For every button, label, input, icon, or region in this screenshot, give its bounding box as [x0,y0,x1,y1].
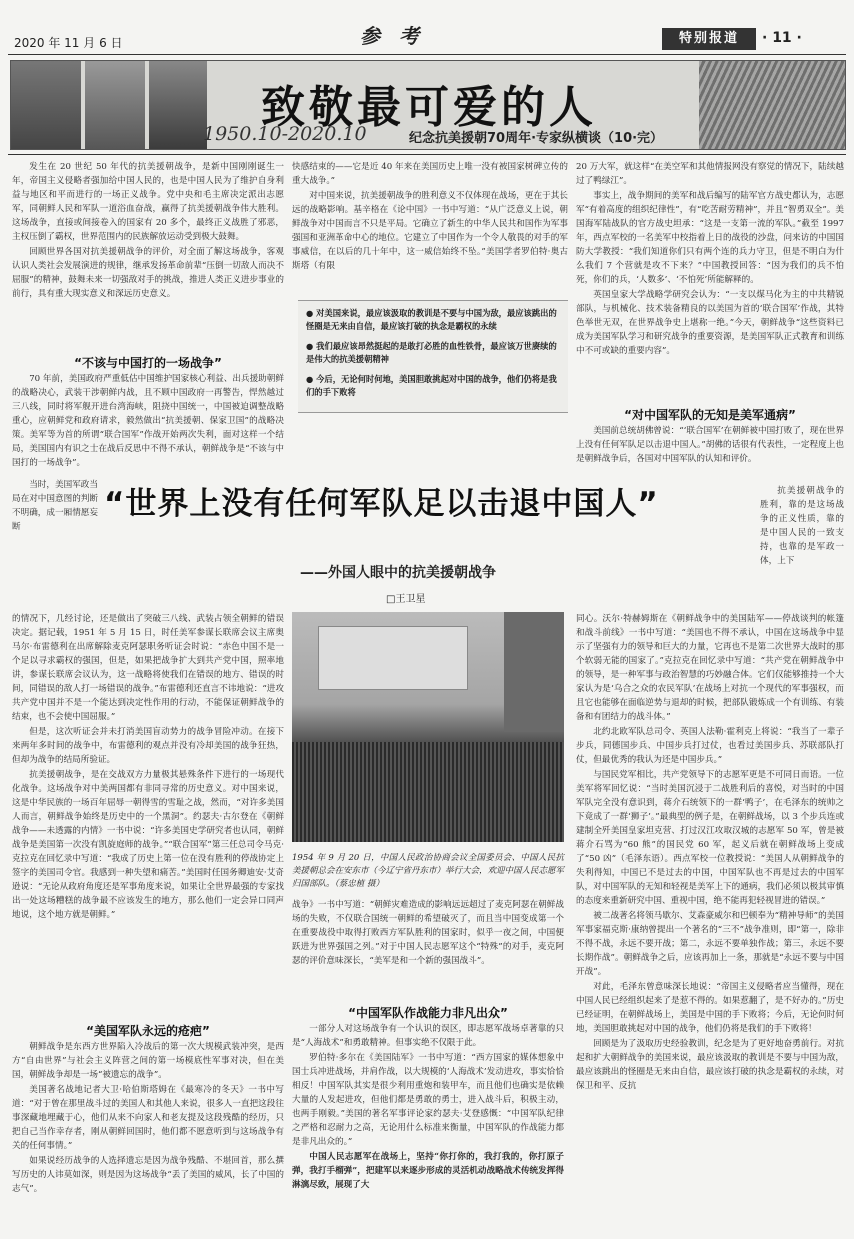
main-headline: “世界上没有任何军队足以击退中国人” [104,486,659,522]
main-subheadline: ——外国人眼中的抗美援朝战争 [300,565,496,581]
paragraph: 战争》一书中写道：“朝鲜灾难造成的影响远远超过了麦克阿瑟在朝鲜战场的失败，不仅联合国统一朝鲜的希望破灭了，而且当中国变成第一个在重要战役中取得打败西方军队胜利的国家时，似乎一夜之间，中国便跃进为世界强国之列。”对于中国人民志愿军这个“特殊”的对手，麦克阿瑟的评价意味深长，“美军是和一个新的强国战斗”。 [292,900,564,966]
author-byline: □王卫星 [386,594,426,605]
article-column-2-intro [292,160,568,298]
building-facade [318,626,468,690]
paragraph: 抗美援朝战争的胜利，靠的是这场战争的正义性质，靠的是中国人民的一致支持，也靠的是军政一体，上下 [760,486,844,566]
paragraph: 事实上，战争期间的美军和战后编写的陆军官方战史都认为，志愿军“有着高度的组织纪律性”，有“吃苦耐劳精神”，并且“智勇双全”。美国海军陆战队的官方战史坦承：“这是一支第一流的军队。”截至 1997 年，西点军校的一名美军中校指着上日的战役的沙盘，问来访的中国国防大学教授：“我们知道你们只有两个连的兵力守卫，但是不明白为什么我们 7 个营就是攻不下来？”中国教授回答：“因为我们的兵不怕死，你们的兵，‘人数多’、‘不怕死’所能解释的。 [576,191,844,285]
paragraph: 发生在 20 世纪 50 年代的抗美援朝战争，是新中国刚刚诞生一年，帝国主义侵略者强加给中国人民的，也是中国人民为了维护自身利益与地区和平而进行的一场正义战争。党中央和毛主席决定派出志愿军，同朝鲜人民和军队一道浴血奋战，赢得了抗美援朝战争伟大胜利。这场战争，直接或间接卷入的国家有 20 多个，最终正义战胜了邪恶，主权压倒了霸权，世界范围内的民族解放运动受到极大鼓舞。 [12,162,284,242]
paragraph: 中国人民志愿军在战场上，坚持“你打你的，我打我的，你打原子弹，我打手榴弹”，把建军以来逐步形成的灵活机动战略战术传统发挥得淋漓尽致，展现了大 [292,1152,564,1190]
paragraph: 与国民党军相比，共产党领导下的志愿军更是不可同日而语。一位美军将军回忆说：“当时美国沉浸于二战胜利后的喜悦，对当时的中国军队完全没有意识到，蒋介石统领下的一群‘鸭子’，在毛泽东的统帅之下竟成了一群‘狮子’。”最典型的例子是，在朝鲜战场，以 3 个步兵连或建制全歼美国皇家坦克营、打过汉江攻取汉城的志愿军 50 军，曾是被蒋介石骂为“60 熊”的国民党 60 军，起义后就在朝鲜战场上变成了“50 凶”（毛泽东语）。西点军校一位教授说：“美国人从朝鲜战争的失利得知，中国已不是过去的中国，中国军队也不再是过去的中国军队，对中国军队的无知和轻视是美军上下的通病，我们必须以极其审慎的态度来重新研究中国、重视中国，绝不能再犯轻视冒进的错误。” [576,770,844,906]
article-column-1-section1 [12,372,284,476]
paragraph: 70 年前，美国政府严重低估中国维护国家核心利益、出兵援助朝鲜的战略决心，武装干涉朝鲜内战，且不顾中国政府一再警告，悍然越过三八线，同时将军舰开进台湾海峡，阻挠中国统一，中国被迫调整战略重心，应朝鲜党和政府请求，毅然做出“抗美援朝、保家卫国”的战略决策。美军等为首的所谓“联合国军”作战开始两次失利，面对这样一个结局，美国国内有识之士在战后反思中不得不承认，朝鲜战争是“不该与中国打的一场战争”。 [12,374,284,468]
article-column-2-lower [292,898,564,998]
crowd [292,742,564,842]
paragraph: 对中国来说，抗美援朝战争的胜利意义不仅体现在战场，更在于其长远的战略影响。基辛格在《论中国》一书中写道：“从广泛意义上说，朝鲜战争对中国而言不只是平局。它确立了新生的中华人民共和国作为军事强国和亚洲革命中心的地位。它建立了中国作为一个令人敬畏的对手的军事威信，在以后的几十年中，这一威信始终不坠。”美国学者罗伯特·奥古斯塔（有限 [292,191,568,271]
header-rule [8,54,846,55]
paragraph: 的情况下，几经讨论，还是做出了突破三八线、武装占领全朝鲜的错误决定。据记载，1951 年 5 月 15 日，时任美军参谋长联席会议主席奥马尔·布雷德利在出席解除麦克阿瑟职务听证会时说：“赤色中国不是一个足以寻求霸权的强国，但是，如果把战争扩大到共产党中国，照率地讲，参谋长联席会议认为，这一战略将使我们在错误的地方、错误的时间，同错误的敌人打一场错误的战争。”布雷德利还直言不讳地说：“进攻共产党中国并不是一个能达到决定性作用的行动，不能保证朝鲜战争的结束，也不会使中国屈服。” [12,614,284,722]
paragraph: 英国皇家大学战略学研究会认为：“一支以煤马化为主的中共精锐部队，与机械化、技术装备精良的以美国为首的‘联合国军’作战，其特色举世无双，在世界战争史上堪称一绝。”今天，朝鲜战争“这些资料已成为美国军队学习和研究战争的重要资源，是美国军队正式教育和训练中不可或缺的重要内容”。 [576,290,844,356]
paragraph: 美国著名战地记者大卫·哈伯斯塔姆在《最寒冷的冬天》一书中写道：“对于曾在那里战斗过的美国人和其他人来说，很多人一直把这段往事深藏地埋藏于心，他们从来不向家人和老友提及这段残酷的经历，只把自己当作幸存者，刚从朝鲜回国时，他们都不愿意听到与这场战争有关的任何事情。” [12,1085,284,1151]
article-column-1-section3 [12,1040,284,1236]
paragraph: 朝鲜战争是东西方世界陷入冷战后的第一次大规模武装冲突，是西方“自由世界”与社会主义阵营之间的第一场模底性军事对决，但在美国，朝鲜战争却是一场“被遗忘的战争”。 [12,1042,284,1080]
subheading-1: “不该与中国打的一场战争” [74,356,222,370]
paragraph: 快感结束的——它是近 40 年来在美国历史上唯一没有被国家树碑立传的重大战争。” [292,162,568,186]
paragraph: 美国前总统胡佛曾说：“‘联合国军’在朝鲜被中国打败了，现在世界上没有任何军队足以击退中国人。”胡佛的话很有代表性，一定程度上也是朝鲜战争后，各国对中国军队的认知和评价。 [576,426,844,464]
key-point: ● 我们最应该昂然挺起的是敢打必胜的血性铁骨，最应该万世赓续的是伟大的抗美援朝精神 [306,341,557,364]
key-point: ● 对美国来说，最应该汲取的教训是不要与中国为敌，最应该跳出的怪圈是无来由自信，最应该打破的执念是霸权的永续 [306,308,557,331]
paragraph: 但是，这次听证会并未打消美国盲动势力的战争冒险冲动。在接下来两年多时间的战争中，布雷德利的观点并没有冷却美国的战争狂热，但却为战争的结局所验证。 [12,727,284,765]
paragraph: 回顾是为了汲取历史经验教训，纪念是为了更好地奋勇前行。对抗起和扩大朝鲜战争的美国来说，最应该汲取的教训是不要与中国为敌，最应该跳出的怪圈是无来由自信，最应该打破的执念是霸权的永续，对保卫和平、反抗 [576,1039,844,1091]
key-point: ● 今后，无论何时何地，美国胆敢挑起对中国的战争，他们仍将是我们的手下败将 [306,374,557,397]
banner-title: 致敬最可爱的人 [261,82,597,133]
paragraph: 被二战著名将领马歇尔、艾森豪威尔和巴顿奉为“精神导师”的美国军事家福克斯·康纳曾提出一个著名的“三不”战争准则，即“第一，除非不得不战，永远不要开战；第二，永远不要单独作战；第三，永远不要长期作战”。朝鲜战争之后，应该再加上一条，那就是“永远不要与中国开战”。 [576,911,844,977]
subheading-2: “对中国军队的无知是美军通病” [624,408,796,422]
feature-banner [10,60,846,150]
page-number: · 11 · [762,30,802,46]
page-header [0,0,854,56]
paragraph: 同心。沃尔·特赫姆斯在《朝鲜战争中的美国陆军——停战谈判的帐篷和战斗前线》一书中写道：“美国也不得不承认，中国在这场战争中显示了坚强有力的领导和巨大的力量，它再也不是第二次世界大战时的那个软弱无能的国家了。”克拉克在回忆录中写道：“共产党在朝鲜战争中的领导，是一种军事与政治智慧的巧妙融合体。它们仅能够推持一个大家认为是‘乌合之众的农民军队’在战场上对抗一个现代的军事强权，而且它也能够在面临逆势与退却的时候，把部队锻炼成一个有训练、有装备和有团结力的战斗体。” [576,614,844,722]
photo-caption: 1954 年 9 月 20 日，中国人民政治协商会议全国委员会、中国人民抗美援朝总会在安东市（今辽宁省丹东市）举行大会，欢迎中国人民志愿军归国部队。（蔡忠植 摄） [292,853,565,889]
paragraph: 如果说经历战争的人选择遗忘是因为战争残酷、不堪回首，那么撰写历史的人讳莫如深，则是因为这场战争“丢了美国的威风，长了中国的志气”。 [12,1156,284,1194]
article-column-2-section4 [292,1022,564,1236]
ceremony-photo [292,612,564,842]
paragraph: 当时，美国军政当局在对中国意图的判断不明确，成一厢情愿妄断 [12,480,98,532]
subheading-4: “中国军队作战能力非凡出众” [348,1006,508,1020]
portrait-photo-2 [85,61,145,150]
article-column-3-wrap [760,484,844,608]
article-column-3-lower [576,612,844,1236]
paragraph: 回顾世界各国对抗美援朝战争的评价，对全面了解这场战争，客观认识人类社会发展演进的规律，继承发扬革命前辈“压倒一切敌人而决不屈服”的精神，鼓舞未来一切强敌对手的挑战，推进人类正义进步事业的前行，具有重大现实意义和深远历史意义。 [12,247,284,299]
article-column-1-lower [12,612,284,1016]
banner-years: 1950.10-2020.10 [203,123,367,145]
trees [504,612,564,732]
paragraph: 20 万大军，就这样“在美空军和其他情报网没有察觉的情况下，陆续越过了鸭绿江”。 [576,162,844,186]
section-badge: 特别报道 [662,28,756,50]
portrait-photo-3 [149,61,207,150]
subheading-3: “美国军队永远的疮疤” [86,1024,210,1038]
paragraph: 抗美援朝战争，是在交战双方力量极其悬殊条件下进行的一场现代化战争。这场战争对中美两国都有非同寻常的历史意义。对中国来说，这是中华民族的一场百年屈辱一朝得雪的雪耻之战，然而，“对许多美国人而言，朝鲜战争始终是历史中的一个黑洞”。约瑟夫·古尔登在《朝鲜战争——未透露的内情》一书中说：“许多美国史学研究者也认同，朝鲜战争是美国第一次没有凯旋庭师的战争。”“联合国军”第三任总司令马克·克拉克在回忆录中写道：“我成了历史上第一位在没有胜利的停战协定上签字的美国司令官。我感到一种失望和痛苦。”美国时任国务卿迪安·艾奇逊说：“无论从政府角度还是军事角度来说，如果让全世界最强的专家找出一处这场糟糕的战争最不应该发生的地方，那么他们一定会异口同声地说，这个地方就是朝鲜。” [12,770,284,920]
paragraph: 对此，毛泽东曾意味深长地说：“帝国主义侵略者应当懂得，现在中国人民已经组织起来了是惹不得的。如果惹翻了，是不好办的。”历史已经证明，在朝鲜战场上，美国是中国的手下败将；今后，无论何时何地，美国胆敢挑起对中国的战争，他们仍将是我们的手下败将！ [576,982,844,1034]
issue-date: 2020 年 11 月 6 日 [14,36,123,50]
article-column-1-intro [12,160,284,350]
article-column-3-intro [576,160,844,390]
banner-subtitle: 纪念抗美援朝70周年·专家纵横谈（10·完） [409,131,664,146]
key-points-box [298,300,568,413]
banner-rule [8,154,846,155]
portrait-photo-1 [11,61,81,150]
paragraph: 一部分人对这场战争有一个认识的误区，即志愿军战场卓著靠的只是“人海战术”和勇敢精神。但事实绝不仅限于此。 [292,1024,564,1048]
masthead: 参 考 [360,24,425,48]
paragraph: 罗伯特·多尔在《美国陆军》一书中写道：“西方国家的媒体想象中国士兵冲进战场，并肩作战，以大规模的‘人海战术’发动进攻，事实恰恰相反！中国军队其实是很少利用重炮和装甲车，而且他们也确实是依赖大量的人发起进攻，但他们都是勇敢的勇士，进入战斗后，积极主动，也两手刚毅。”美国的著名军事评论家约瑟夫·艾登感慨：“中国军队纪律之严格和忍耐力之高，无论用什么标准来衡量，中国军队的作战能力都是非凡出众的。” [292,1053,564,1147]
paragraph: 北约北欧军队总司令、英国人法勒·霍利克上将说：“我当了一辈子步兵，同德国步兵、中国步兵打过仗，也看过美国步兵、苏联部队打仗，但最优秀的我认为还是中国步兵。” [576,727,844,765]
marching-soldiers-photo [699,61,846,150]
article-column-1-wrap [12,478,98,608]
article-column-3-section2 [576,424,844,482]
